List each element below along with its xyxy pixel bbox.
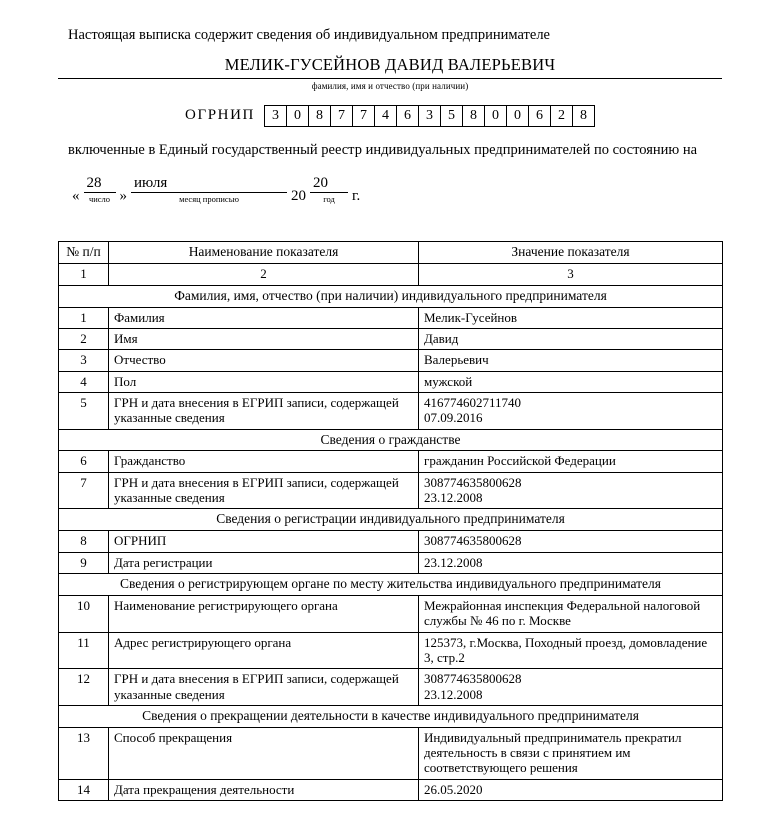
table-row xyxy=(59,350,723,371)
date-month-caption: месяц прописью xyxy=(179,194,239,205)
registry-note-text: включенные в Единый государственный реестр индивидуальных предпринимателей по состоянию на xyxy=(68,141,698,158)
quote-open: « xyxy=(72,188,80,205)
ogrnip-digit-14: 8 xyxy=(579,107,587,123)
table-row xyxy=(59,632,723,669)
colnum-2: 2 xyxy=(109,264,419,285)
table-header-row xyxy=(59,242,723,264)
row-indicator-name: Наименование регистрирующего органа xyxy=(109,595,419,632)
row-indicator-name: ОГРНИП xyxy=(109,531,419,552)
date-century: 20 xyxy=(291,188,306,205)
table-row xyxy=(59,552,723,573)
ogrnip-digit-0: 3 xyxy=(265,106,287,126)
row-number: 5 xyxy=(59,392,109,429)
row-number: 3 xyxy=(59,350,109,371)
ogrnip-digit-3: 7 xyxy=(331,106,353,126)
row-value-primary: 308774635800628 xyxy=(424,671,522,687)
section-title: Сведения о регистрирующем органе по месту жительства индивидуального предпринимателя xyxy=(59,574,723,596)
table-row xyxy=(59,669,723,706)
row-value-primary: 416774602711740 xyxy=(424,394,522,410)
ogrnip-digit-2: 8 xyxy=(309,106,331,126)
date-month-value: июля xyxy=(131,175,287,193)
row-number: 9 xyxy=(59,552,109,573)
row-indicator-name: Гражданство xyxy=(109,451,419,472)
row-indicator-name: ГРН и дата внесения в ЕГРИП записи, содержащей указанные сведения xyxy=(109,472,419,509)
extract-table xyxy=(58,241,723,801)
ogrnip-digit-1: 0 xyxy=(287,106,309,126)
date-year-group xyxy=(310,175,348,205)
row-indicator-name: ГРН и дата внесения в ЕГРИП записи, содержащей указанные сведения xyxy=(109,392,419,429)
table-section-row xyxy=(59,705,723,727)
header-name: Наименование показателя xyxy=(109,242,419,264)
ogrnip-digit-7: 3 xyxy=(419,106,441,126)
ogrnip-digit-5: 4 xyxy=(375,106,397,126)
ogrnip-label: ОГРНИП xyxy=(185,107,255,124)
row-indicator-value: 308774635800628 xyxy=(419,531,723,552)
row-indicator-value: Мелик-Гусейнов xyxy=(419,307,723,328)
row-indicator-name: Дата прекращения деятельности xyxy=(109,779,419,800)
table-row xyxy=(59,307,723,328)
row-number: 11 xyxy=(59,632,109,669)
date-row xyxy=(68,175,722,205)
row-indicator-value: гражданин Российской Федерации xyxy=(419,451,723,472)
row-number: 13 xyxy=(59,727,109,779)
row-indicator-name: Пол xyxy=(109,371,419,392)
row-indicator-value: 26.05.2020 xyxy=(419,779,723,800)
date-day-value: 28 xyxy=(84,175,116,193)
row-value-secondary: 23.12.2008 xyxy=(424,490,483,506)
colnum-1: 1 xyxy=(59,264,109,285)
row-number: 12 xyxy=(59,669,109,706)
table-section-row xyxy=(59,574,723,596)
row-number: 2 xyxy=(59,328,109,349)
ogrnip-digit-11: 0 xyxy=(507,106,529,126)
table-section-row xyxy=(59,285,723,307)
row-number: 6 xyxy=(59,451,109,472)
row-indicator-name: Отчество xyxy=(109,350,419,371)
full-name-caption: фамилия, имя и отчество (при наличии) xyxy=(311,80,469,91)
table-column-number-row xyxy=(59,264,723,285)
row-value-secondary: 23.12.2008 xyxy=(424,686,483,702)
date-block xyxy=(58,175,722,215)
row-indicator-name: Имя xyxy=(109,328,419,349)
table-row xyxy=(59,472,723,509)
table-row xyxy=(59,392,723,429)
entrepreneur-full-name: МЕЛИК-ГУСЕЙНОВ ДАВИД ВАЛЕРЬЕВИЧ xyxy=(58,55,722,79)
extract-table-wrap xyxy=(58,241,722,801)
row-indicator-name: ГРН и дата внесения в ЕГРИП записи, содержащей указанные сведения xyxy=(109,669,419,706)
row-number: 1 xyxy=(59,307,109,328)
row-indicator-value: 125373, г.Москва, Походный проезд, домовладение 3, стр.2 xyxy=(419,632,723,669)
row-indicator-value: Валерьевич xyxy=(419,350,723,371)
ogrnip-digit-boxes xyxy=(264,105,595,127)
table-section-row xyxy=(59,429,723,451)
table-row xyxy=(59,531,723,552)
header-value: Значение показателя xyxy=(419,242,723,264)
row-indicator-value xyxy=(419,392,723,429)
row-number: 4 xyxy=(59,371,109,392)
row-indicator-value: Индивидуальный предприниматель прекратил деятельность в связи с принятием им соответствующего решения xyxy=(419,727,723,779)
document-content xyxy=(58,0,722,801)
ogrnip-digit-10: 0 xyxy=(485,106,507,126)
row-value-primary: 308774635800628 xyxy=(424,474,522,490)
date-month-group xyxy=(131,175,287,205)
row-number: 14 xyxy=(59,779,109,800)
table-row xyxy=(59,451,723,472)
row-number: 7 xyxy=(59,472,109,509)
ogrnip-digit-8: 5 xyxy=(441,106,463,126)
row-number: 8 xyxy=(59,531,109,552)
row-indicator-name: Дата регистрации xyxy=(109,552,419,573)
intro-text: Настоящая выписка содержит сведения об индивидуальном предпринимателе xyxy=(68,27,550,43)
section-title: Фамилия, имя, отчество (при наличии) индивидуального предпринимателя xyxy=(59,285,723,307)
date-year-suffix: г. xyxy=(352,188,361,205)
table-row xyxy=(59,595,723,632)
section-title: Сведения о прекращении деятельности в качестве индивидуального предпринимателя xyxy=(59,705,723,727)
ogrnip-digit-6: 6 xyxy=(397,106,419,126)
table-row xyxy=(59,727,723,779)
row-indicator-value xyxy=(419,472,723,509)
row-indicator-value: Давид xyxy=(419,328,723,349)
row-indicator-value xyxy=(419,669,723,706)
row-value-secondary: 07.09.2016 xyxy=(424,410,483,426)
date-day-group xyxy=(84,175,116,205)
ogrnip-digit-9: 8 xyxy=(463,106,485,126)
table-section-row xyxy=(59,509,723,531)
row-indicator-value: Межрайонная инспекция Федеральной налоговой службы № 46 по г. Москве xyxy=(419,595,723,632)
table-row xyxy=(59,371,723,392)
ogrnip-digit-12: 6 xyxy=(529,106,551,126)
date-day-caption: число xyxy=(88,194,111,205)
row-number: 10 xyxy=(59,595,109,632)
row-indicator-name: Способ прекращения xyxy=(109,727,419,779)
section-title: Сведения о регистрации индивидуального предпринимателя xyxy=(59,509,723,531)
ogrnip-digit-4: 7 xyxy=(353,106,375,126)
row-indicator-value: мужской xyxy=(419,371,723,392)
header-num: № п/п xyxy=(59,242,109,264)
row-indicator-value: 23.12.2008 xyxy=(419,552,723,573)
quote-close: » xyxy=(119,188,127,205)
table-row xyxy=(59,328,723,349)
row-indicator-name: Адрес регистрирующего органа xyxy=(109,632,419,669)
table-row xyxy=(59,779,723,800)
ogrnip-digit-13: 2 xyxy=(551,106,573,126)
date-year-value: 20 xyxy=(310,175,348,193)
ogrnip-row xyxy=(58,105,722,127)
section-title: Сведения о гражданстве xyxy=(59,429,723,451)
date-year-caption: год xyxy=(323,194,335,205)
colnum-3: 3 xyxy=(419,264,723,285)
row-indicator-name: Фамилия xyxy=(109,307,419,328)
